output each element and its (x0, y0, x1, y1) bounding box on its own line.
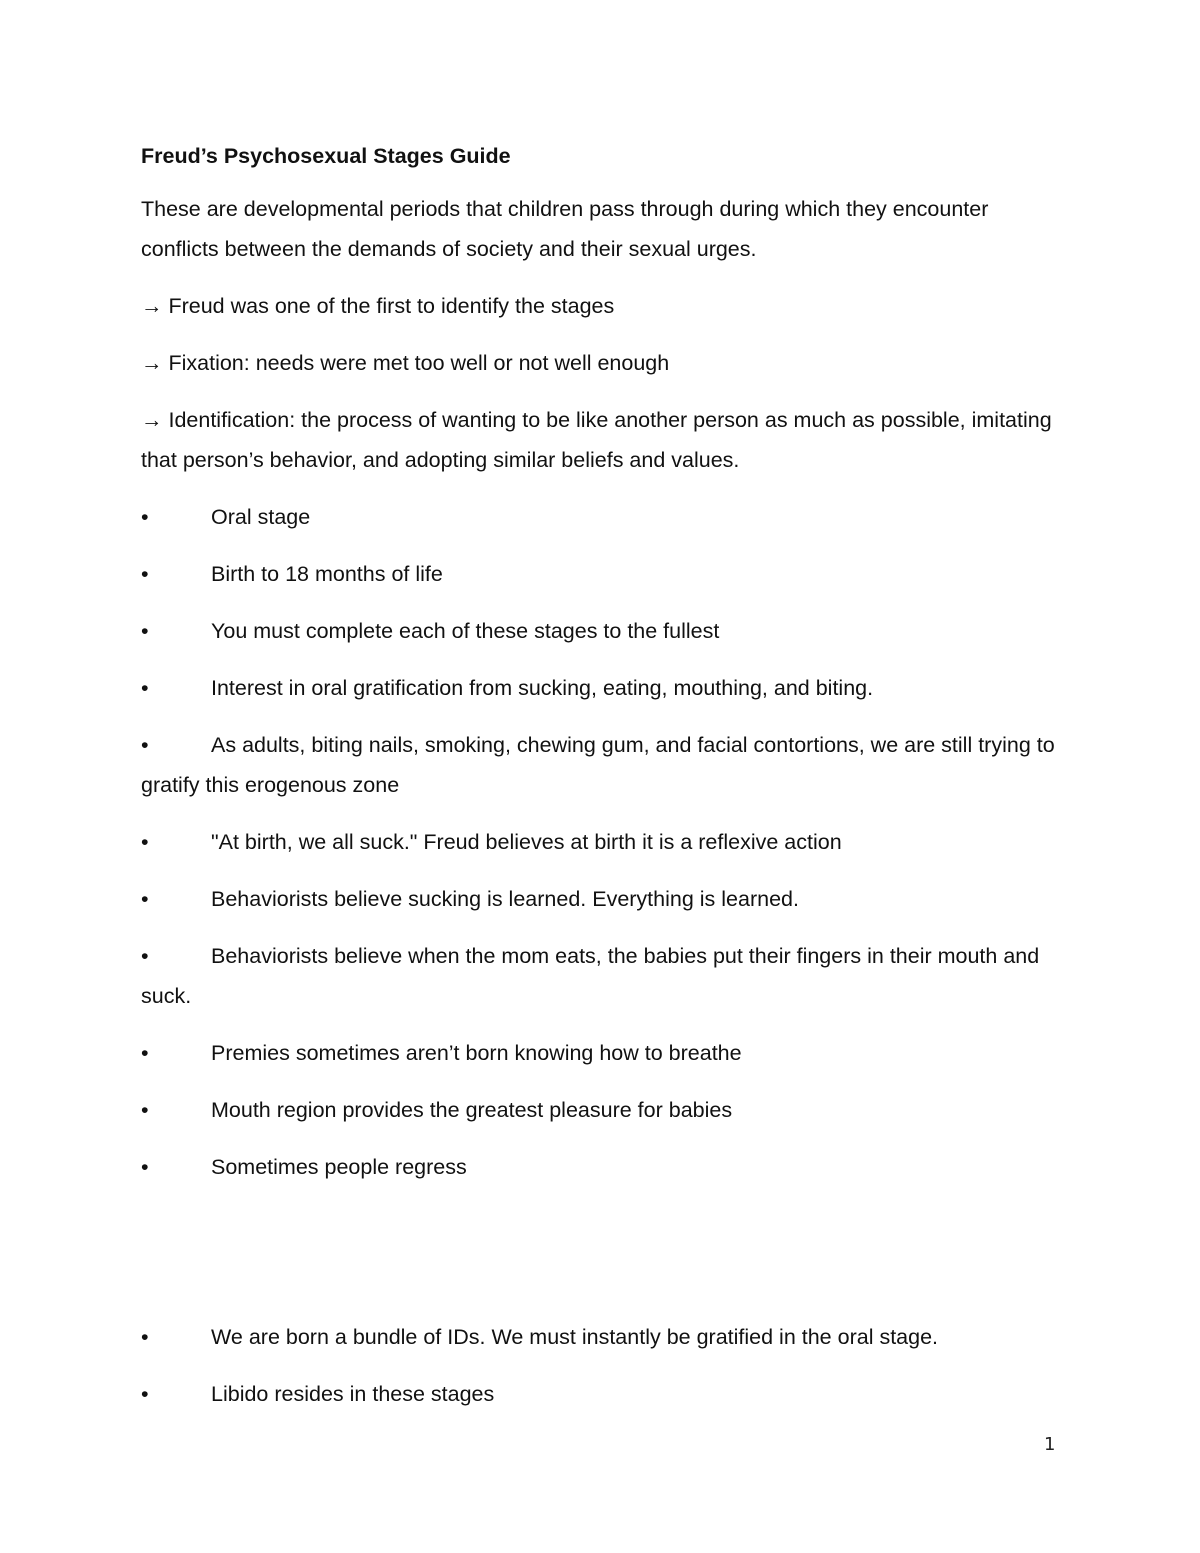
bullet-text: As adults, biting nails, smoking, chewing gum, and facial contortions, we are still trying to gratify this erogenous zone (141, 733, 1055, 797)
bullet-marker: • (141, 733, 149, 757)
document-title: Freud’s Psychosexual Stages Guide (141, 144, 511, 168)
bullet-marker: • (141, 676, 149, 700)
bullet-marker: • (141, 1382, 149, 1406)
intro-paragraph: These are developmental periods that children pass through during which they encounter conflicts between the demands of society and their sexual urges. (141, 197, 989, 261)
bullet-text: Behaviorists believe sucking is learned. Everything is learned. (211, 887, 799, 911)
bullet-item (141, 725, 1061, 805)
arrow-point: → Identification: the process of wanting to be like another person as much as possible, imitating that person’s behavior, and adopting similar beliefs and values. (141, 408, 1052, 472)
bullet-text: Mouth region provides the greatest pleasure for babies (211, 1098, 733, 1122)
bullet-marker: • (141, 619, 149, 643)
bullet-text: We are born a bundle of IDs. We must instantly be gratified in the oral stage. (211, 1325, 939, 1349)
bullet-text: Sometimes people regress (211, 1155, 467, 1179)
bullet-item (141, 879, 1061, 919)
bullet-text: Behaviorists believe when the mom eats, the babies put their fingers in their mouth and suck. (141, 944, 1040, 1008)
bullet-item (141, 611, 1061, 651)
bullet-marker: • (141, 1155, 149, 1179)
bullet-marker: • (141, 1325, 149, 1349)
bullet-item (141, 497, 1061, 537)
page-number: 1 (1044, 1434, 1056, 1455)
bullet-item (141, 1147, 1061, 1187)
bullet-item (141, 936, 1061, 1016)
bullet-marker: • (141, 1098, 149, 1122)
bullet-item (141, 554, 1061, 594)
bullet-item (141, 822, 1061, 862)
bullet-marker: • (141, 944, 149, 968)
bullet-text: Oral stage (211, 505, 311, 529)
bullet-text: "At birth, we all suck." Freud believes at birth it is a reflexive action (211, 830, 842, 854)
arrow-point: → Freud was one of the first to identify the stages (141, 294, 615, 318)
bullet-text: You must complete each of these stages to the fullest (211, 619, 720, 643)
bullet-marker: • (141, 887, 149, 911)
bullet-marker: • (141, 562, 149, 586)
bullet-text: Premies sometimes aren’t born knowing how to breathe (211, 1041, 742, 1065)
bullet-text: Interest in oral gratification from sucking, eating, mouthing, and biting. (211, 676, 874, 700)
bullet-marker: • (141, 505, 149, 529)
bullet-marker: • (141, 830, 149, 854)
bullet-text: Libido resides in these stages (211, 1382, 495, 1406)
blank-space (141, 1204, 1061, 1317)
bullet-item (141, 1090, 1061, 1130)
bullet-item (141, 1374, 1061, 1414)
arrow-point: → Fixation: needs were met too well or not well enough (141, 351, 670, 375)
document-body (141, 140, 1061, 1431)
bullet-item (141, 1033, 1061, 1073)
bullet-text: Birth to 18 months of life (211, 562, 443, 586)
bullet-marker: • (141, 1041, 149, 1065)
bullet-item (141, 668, 1061, 708)
bullet-item (141, 1317, 1061, 1357)
